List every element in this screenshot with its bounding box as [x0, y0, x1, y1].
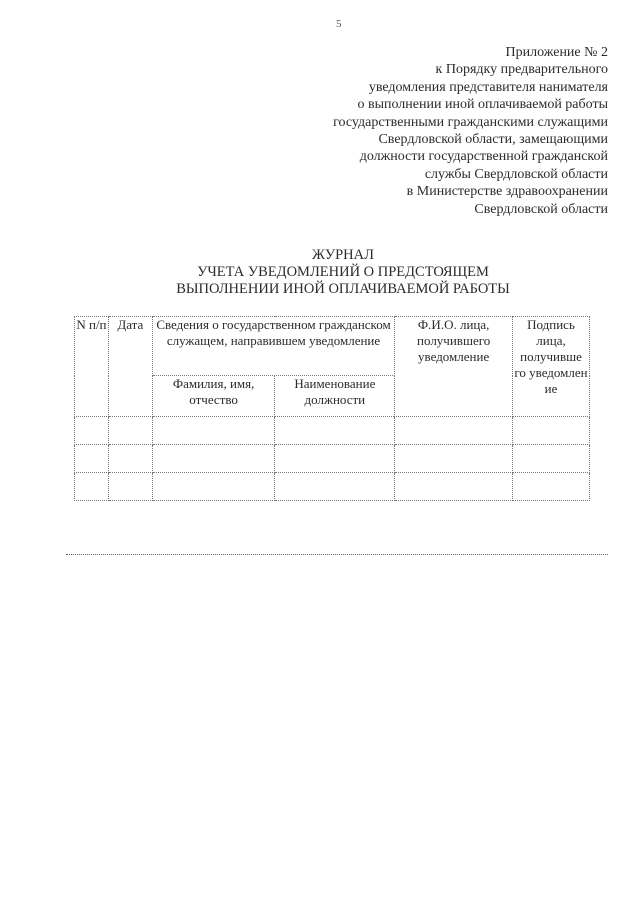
- table-cell: [108, 473, 152, 501]
- title-line: ВЫПОЛНЕНИИ ИНОЙ ОПЛАЧИВАЕМОЙ РАБОТЫ: [176, 281, 510, 297]
- appendix-line: государственными гражданскими служащими: [333, 114, 608, 130]
- table-cell: [395, 417, 513, 445]
- table-cell: [152, 445, 275, 473]
- table-cell: [275, 473, 395, 501]
- title-line: ЖУРНАЛ: [312, 247, 374, 263]
- table-row: [75, 473, 590, 501]
- header-position: Наименование должности: [275, 376, 395, 417]
- title-line: УЧЕТА УВЕДОМЛЕНИЙ О ПРЕДСТОЯЩЕМ: [197, 264, 489, 280]
- appendix-line: уведомления представителя нанимателя: [368, 79, 608, 95]
- table-cell: [513, 417, 590, 445]
- table-cell: [513, 473, 590, 501]
- page-number: 5: [336, 18, 342, 30]
- table-cell: [108, 445, 152, 473]
- table-cell: [152, 473, 275, 501]
- appendix-line: к Порядку предварительного: [435, 62, 608, 78]
- table-cell: [275, 417, 395, 445]
- document-title: [0, 247, 640, 298]
- appendix-line: о выполнении иной оплачиваемой работы: [357, 97, 608, 113]
- appendix-line: службы Свердловской области: [424, 166, 608, 182]
- appendix-line: Свердловской области, замещающими: [378, 132, 608, 148]
- table-cell: [152, 417, 275, 445]
- journal-table: [74, 316, 590, 501]
- table-cell: [75, 417, 109, 445]
- appendix-line: в Министерстве здравоохранении: [406, 184, 608, 200]
- table-cell: [395, 445, 513, 473]
- table-cell: [395, 473, 513, 501]
- appendix-block: [248, 44, 608, 218]
- header-employee-info: Сведения о государственном гражданском служащем, направившем уведомление: [152, 317, 394, 376]
- appendix-line: Свердловской области: [474, 201, 608, 217]
- appendix-line: Приложение № 2: [505, 45, 608, 60]
- header-signature: Подпись лица, получивше го уведомлен ие: [513, 317, 590, 417]
- table-cell: [513, 445, 590, 473]
- table-cell: [75, 473, 109, 501]
- table-row: [75, 417, 590, 445]
- appendix-line: должности государственной гражданской: [359, 149, 608, 165]
- table-cell: [275, 445, 395, 473]
- table-cell: [108, 417, 152, 445]
- header-recipient: Ф.И.О. лица, получившего уведомление: [395, 317, 513, 417]
- table-row: [75, 445, 590, 473]
- header-full-name: Фамилия, имя, отчество: [152, 376, 275, 417]
- separator-line: [66, 554, 608, 555]
- header-number: N п/п: [75, 317, 109, 417]
- table-cell: [75, 445, 109, 473]
- header-date: Дата: [108, 317, 152, 417]
